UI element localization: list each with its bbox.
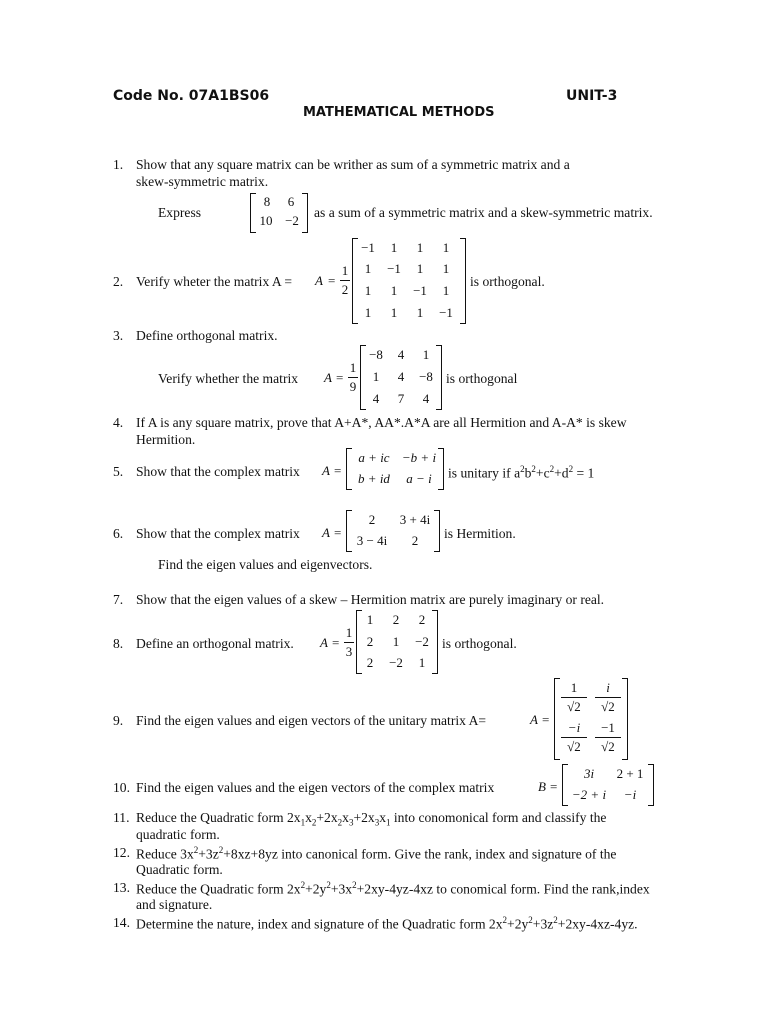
question-number: 7. [113,592,124,607]
fraction-denominator: 2 [341,282,349,297]
matrix-cell: 6 [287,194,295,209]
matrix-cell: 3i [583,766,595,781]
question-text: Find the eigen values and eigen vectors of the unitary matrix A= [136,713,487,728]
document-title: MATHEMATICAL METHODS [303,105,495,120]
matrix-cell: −1 √2 [595,720,621,755]
question-text: Determine the nature, index and signature of the Quadratic form $2x^2+2y^2+3z^2+2xy-4xz-4yz$. [136,915,638,932]
question-text: is orthogonal [446,371,518,386]
matrix-cell: 4 [397,369,405,384]
matrix-cell: 10 [259,213,273,228]
question-text: Show that the eigen values of a skew – Hermition matrix are purely imaginary or real. [136,592,605,607]
matrix-cell: 2 [368,512,376,527]
matrix-cell: 1 [390,240,398,255]
question-text: is Hermition. [444,526,516,541]
question-text: Show that the complex matrix [136,464,300,479]
equals-sign: = [550,779,558,794]
matrix-cell: 8 [263,194,271,209]
question-number: 10. [113,780,130,795]
question-text: as a sum of a symmetric matrix and a skew-symmetric matrix. [314,205,653,220]
matrix-symbol: A [530,712,538,727]
matrix-cell: 1 [422,347,430,362]
question-text: Quadratic form. [136,862,223,877]
matrix-cell: −1 [439,305,453,320]
equals-sign: = [334,463,342,478]
matrix-cell: −b + i [401,450,437,465]
question-text: skew-symmetric matrix. [136,174,269,189]
matrix-cell: −2 [285,213,299,228]
matrix [554,678,628,760]
matrix-cell: 1 [364,261,372,276]
matrix-cell: 4 [397,347,405,362]
matrix-symbol: A [324,370,332,385]
matrix-cell: 1 [392,634,400,649]
matrix [562,764,654,806]
fraction [340,263,350,298]
matrix-cell: −1 [361,240,375,255]
matrix-cell: i √2 [595,680,621,715]
matrix-cell: 1 [366,612,374,627]
equals-sign: = [328,273,336,288]
matrix [360,345,442,410]
matrix-cell: 2 [392,612,400,627]
matrix-cell: 2 + 1 [616,766,644,781]
question-text: Define an orthogonal matrix. [136,636,294,651]
matrix [346,448,444,490]
matrix-symbol: A [322,525,330,540]
equals-sign: = [334,525,342,540]
matrix-cell: −1 [387,261,401,276]
matrix-cell: 1 [442,283,450,298]
matrix-cell: −8 [369,347,383,362]
matrix-cell: 1 [442,261,450,276]
question-text: If A is any square matrix, prove that A+A*, AA*.A*A are all Hermition and A-A* is skew [136,415,627,430]
question-number: 13. [113,880,130,895]
question-text: quadratic form. [136,827,220,842]
question-text: Reduce the Quadratic form $2x^2+2y^2+3x^2+2xy-4yz-4xz$ to conomical form. Find the rank,index [136,880,650,897]
matrix-cell: 7 [397,391,405,406]
question-number: 12. [113,845,130,860]
equals-sign: = [332,635,340,650]
question-number: 2. [113,274,124,289]
question-text: Verify whether the matrix [158,371,299,386]
matrix-cell: −i √2 [561,720,587,755]
matrix-cell: −2 + i [571,787,607,802]
matrix-cell: 3 + 4i [399,512,431,527]
matrix-cell: a − i [406,471,432,486]
code-number: Code No. 07A1BS06 [113,88,270,104]
question-text: is unitary if $a^2b^2+c^2+d^2 = 1$ [448,464,595,481]
question-text: Find the eigen values and the eigen vectors of the complex matrix [136,780,495,795]
matrix-cell: 1 [372,369,380,384]
matrix-cell: 4 [422,391,430,406]
matrix [356,610,438,674]
matrix-cell: 2 [411,533,419,548]
question-text: Reduce the Quadratic form $2x_1x_2+2x_2x_3+2x_3x_1$ into conomonical form and classify the [136,810,607,828]
question-text: is orthogonal. [470,274,545,289]
fraction [344,625,354,660]
question-number: 11. [113,810,130,825]
matrix-cell: −1 [413,283,427,298]
question-text: Hermition. [136,432,196,447]
matrix-symbol: A [322,463,330,478]
matrix-cell: −2 [389,655,403,670]
express-label: Express [158,205,202,220]
matrix-cell: 3 − 4i [356,533,388,548]
question-number: 6. [113,526,124,541]
question-text: is orthogonal. [442,636,517,651]
matrix-cell: 1 [442,240,450,255]
question-text: Verify wheter the matrix A = [136,274,293,289]
matrix-cell: 1 [416,305,424,320]
matrix-cell: 1 √2 [561,680,587,715]
matrix-cell: −i [623,787,637,802]
equals-sign: = [336,370,344,385]
matrix-cell: 1 [364,283,372,298]
fraction-numerator: 1 [345,625,353,640]
question-text: Find the eigen values and eigenvectors. [158,557,373,572]
matrix-cell: 1 [390,283,398,298]
matrix-symbol: A [315,273,323,288]
question-number: 5. [113,464,124,479]
fraction [348,360,358,395]
fraction-denominator: 9 [349,379,357,394]
question-number: 14. [113,915,130,930]
question-text: Define orthogonal matrix. [136,328,278,343]
question-number: 4. [113,415,124,430]
question-text: Reduce $3x^2+3z^2+8xz+8yz$ into canonical form. Give the rank, index and signature of the [136,845,617,862]
matrix-cell: a + ic [358,450,390,465]
matrix-cell: 2 [418,612,426,627]
question-number: 3. [113,328,124,343]
question-text: and signature. [136,897,213,912]
matrix [352,238,466,324]
question-text: Show that the complex matrix [136,526,300,541]
question-text: Show that any square matrix can be writher as sum of a symmetric matrix and a [136,157,570,172]
matrix [250,193,308,233]
question-number: 9. [113,713,124,728]
matrix-cell: 1 [416,240,424,255]
matrix-cell: b + id [358,471,390,486]
matrix [346,510,440,552]
matrix-cell: 1 [390,305,398,320]
question-number: 8. [113,636,124,651]
matrix-cell: 1 [418,655,426,670]
matrix-cell: 2 [366,634,374,649]
fraction-numerator: 1 [341,263,349,278]
matrix-cell: 2 [366,655,374,670]
matrix-cell: −2 [415,634,429,649]
question-number: 1. [113,157,124,172]
matrix-cell: 1 [364,305,372,320]
equals-sign: = [542,712,550,727]
matrix-symbol: B [538,779,546,794]
fraction-denominator: 3 [345,644,353,659]
matrix-cell: −8 [419,369,433,384]
matrix-symbol: A [320,635,328,650]
matrix-cell: 1 [416,261,424,276]
fraction-numerator: 1 [349,360,357,375]
unit-label: UNIT-3 [566,88,618,104]
matrix-cell: 4 [372,391,380,406]
